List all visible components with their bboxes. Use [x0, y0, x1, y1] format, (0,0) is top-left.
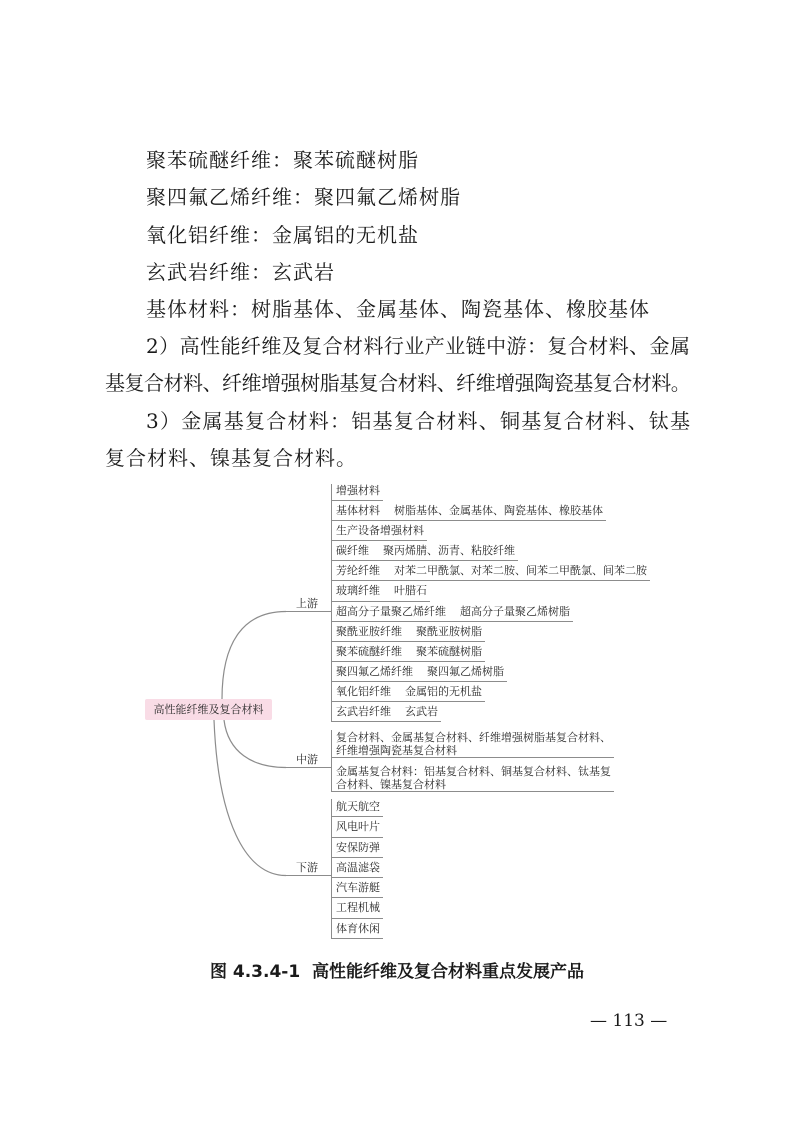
downstream-items	[331, 797, 383, 939]
body-line-alumina-fiber: 氧化铝纤维：金属铝的无机盐	[146, 223, 419, 247]
item-name: 聚四氟乙烯纤维	[336, 664, 413, 678]
item-name: 氧化铝纤维	[336, 684, 391, 698]
upstream-item	[331, 622, 485, 642]
body-line-pps-fiber: 聚苯硫醚纤维：聚苯硫醚树脂	[146, 148, 419, 172]
downstream-item: 高温滤袋	[331, 858, 383, 878]
upstream-item	[331, 561, 650, 581]
upstream-item	[331, 642, 485, 662]
branch-downstream-label: 下游	[286, 860, 331, 876]
item-name: 基体材料	[336, 504, 380, 518]
upstream-item	[331, 481, 383, 501]
item-detail: 金属铝的无机盐	[405, 684, 482, 698]
downstream-item: 工程机械	[331, 898, 383, 918]
upstream-item	[331, 702, 441, 722]
item-text-line: 复合材料、金属基复合材料、纤维增强树脂基复合材料、	[336, 731, 611, 744]
item-detail: 对苯二甲酰氯、对苯二胺、间苯二甲酰氯、间苯二胺	[394, 564, 647, 578]
item-text-line: 纤维增强陶瓷基复合材料	[336, 744, 457, 757]
midstream-items	[331, 729, 614, 797]
body-line-matrix-materials: 基体材料：树脂基体、金属基体、陶瓷基体、橡胶基体	[146, 297, 650, 321]
item-name: 聚酰亚胺纤维	[336, 624, 402, 638]
upstream-item	[331, 602, 573, 622]
item-detail: 超高分子量聚乙烯树脂	[460, 604, 570, 618]
item-name: 超高分子量聚乙烯纤维	[336, 604, 446, 618]
branch-upstream-label: 上游	[286, 596, 331, 612]
upstream-item	[331, 501, 606, 521]
body-line-midstream-1: 2）高性能纤维及复合材料行业产业链中游：复合材料、金属	[146, 334, 690, 358]
connector-midstream	[224, 720, 286, 768]
item-name: 生产设备增强材料	[336, 524, 424, 538]
item-name: 增强材料	[336, 484, 380, 497]
item-detail: 树脂基体、金属基体、陶瓷基体、橡胶基体	[394, 504, 603, 518]
mind-map-root: 高性能纤维及复合材料	[145, 699, 272, 720]
item-text-line: 合材料、镍基复合材料	[336, 778, 446, 791]
item-name: 玻璃纤维	[336, 584, 380, 598]
downstream-item: 航天航空	[331, 797, 383, 817]
connector-upstream	[222, 612, 286, 700]
downstream-item: 风电叶片	[331, 817, 383, 837]
page-number: — 113 —	[590, 1011, 668, 1031]
item-detail: 玄武岩	[405, 705, 438, 719]
item-name: 玄武岩纤维	[336, 705, 391, 719]
branch-midstream-label: 中游	[286, 752, 331, 768]
item-detail: 叶腊石	[394, 584, 427, 598]
item-detail: 聚丙烯腈、沥青、粘胶纤维	[383, 544, 515, 558]
item-name: 芳纶纤维	[336, 564, 380, 578]
item-detail: 聚酰亚胺树脂	[416, 624, 482, 638]
upstream-item	[331, 662, 507, 682]
upstream-item	[331, 581, 430, 601]
upstream-item	[331, 541, 518, 561]
body-line-metal-matrix-2: 复合材料、镍基复合材料。	[105, 446, 357, 470]
body-line-ptfe-fiber: 聚四氟乙烯纤维：聚四氟乙烯树脂	[146, 185, 461, 209]
downstream-item: 安保防弹	[331, 838, 383, 858]
body-line-midstream-2: 基复合材料、纤维增强树脂基复合材料、纤维增强陶瓷基复合材料。	[105, 371, 690, 395]
upstream-item	[331, 521, 427, 541]
downstream-item: 汽车游艇	[331, 878, 383, 898]
item-detail: 聚四氟乙烯树脂	[427, 664, 504, 678]
item-text-line: 金属基复合材料：铝基复合材料、铜基复合材料、钛基复	[336, 765, 611, 778]
item-detail: 聚苯硫醚树脂	[416, 644, 482, 658]
upstream-items	[331, 481, 650, 722]
item-name: 碳纤维	[336, 544, 369, 558]
downstream-item: 体育休闲	[331, 919, 383, 939]
body-line-basalt-fiber: 玄武岩纤维：玄武岩	[146, 260, 335, 284]
connector-downstream	[214, 720, 286, 876]
figure-caption: 图 4.3.4-1 高性能纤维及复合材料重点发展产品	[209, 962, 585, 982]
item-name: 聚苯硫醚纤维	[336, 644, 402, 658]
midstream-item	[331, 763, 614, 792]
midstream-item	[331, 729, 614, 758]
upstream-item	[331, 682, 485, 702]
body-line-metal-matrix-1: 3）金属基复合材料：铝基复合材料、铜基复合材料、钛基	[146, 409, 690, 433]
